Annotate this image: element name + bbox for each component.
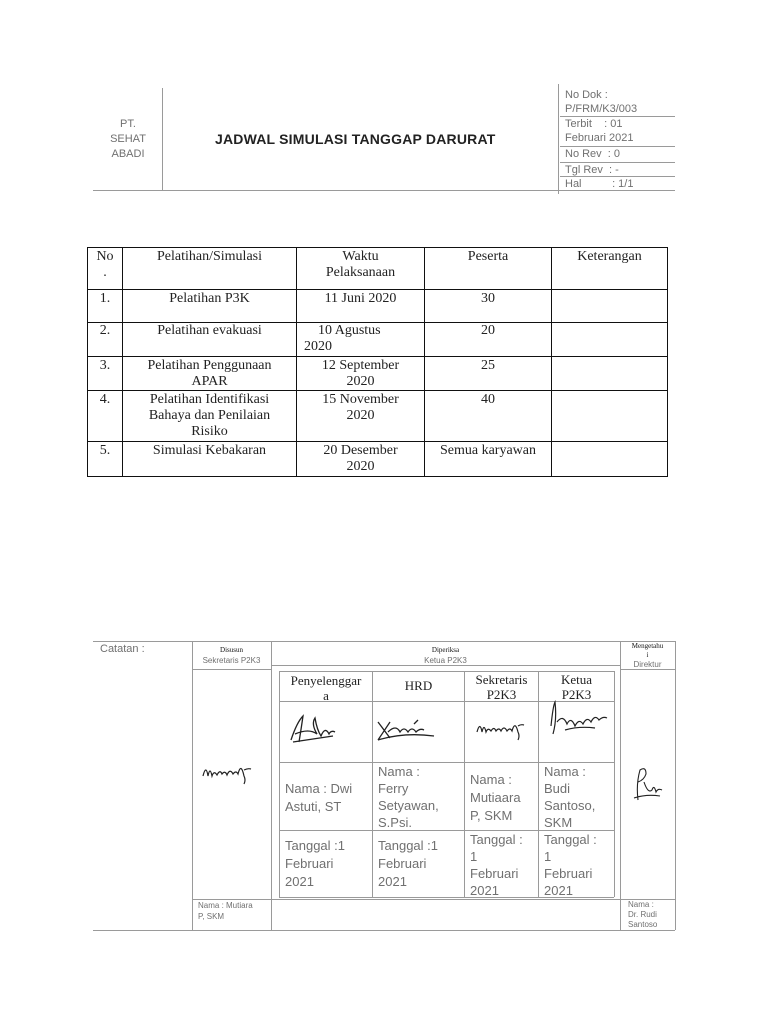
- cell-waktu: [297, 323, 424, 355]
- name-line: Nama :: [544, 764, 586, 779]
- terbit-value: Februari 2021: [565, 132, 634, 144]
- header-waktu: [297, 249, 424, 281]
- header-line: Ketua: [560, 672, 593, 687]
- mengetahui-name: [628, 900, 657, 930]
- name-sekretaris: [470, 771, 521, 825]
- name-line: P, SKM: [470, 808, 513, 823]
- cell-waktu-line: 2020: [346, 459, 375, 474]
- date-line: Tanggal :: [470, 832, 523, 847]
- table-rule: [87, 390, 668, 391]
- date-line: 2021: [470, 883, 499, 898]
- cell-pelatihan-line: APAR: [191, 374, 228, 389]
- approval-rule: [93, 641, 675, 642]
- cell-waktu-line: 20 Desember: [323, 443, 398, 458]
- col-header-penyelenggara: [280, 673, 372, 703]
- name-line: S.Psi.: [378, 815, 412, 830]
- approval-rule: [192, 899, 675, 900]
- approval-rule: [271, 641, 272, 930]
- cell-peserta: 30: [481, 291, 495, 306]
- header-line: Sekretaris: [475, 672, 528, 687]
- date-line: Februari: [378, 856, 427, 871]
- header-line: a: [323, 688, 329, 703]
- date-line: 1: [544, 849, 552, 864]
- cell-pelatihan: [123, 392, 296, 440]
- cell-no: 3.: [99, 358, 111, 373]
- disusun-role: Sekretaris P2K3: [202, 656, 261, 665]
- name-ketua: [544, 763, 595, 831]
- signature-direktur: [630, 764, 664, 804]
- cell-waktu: [297, 392, 424, 424]
- disusun-name: [198, 900, 253, 922]
- cell-pelatihan-line: Bahaya dan Penilaian: [148, 408, 271, 423]
- approval-rule: [620, 641, 621, 930]
- cell-waktu-line: 2020: [346, 374, 375, 389]
- cell-no: 1.: [99, 291, 111, 306]
- cell-waktu-line: 10 Agustus: [318, 323, 381, 338]
- subtable-rule: [538, 671, 539, 897]
- mengetahui-role: Direktur: [633, 660, 662, 669]
- cell-pelatihan: [123, 358, 296, 390]
- company-line: SEHAT: [110, 133, 146, 145]
- table-rule: [87, 247, 668, 248]
- name-penyelenggara: [285, 780, 352, 816]
- cell-pelatihan-line: Pelatihan Identifikasi: [149, 392, 270, 407]
- table-rule: [87, 441, 668, 442]
- signature-disusun: [200, 758, 254, 786]
- subtable-rule: [279, 671, 280, 897]
- header-peserta: Peserta: [467, 249, 509, 264]
- date-line: 2021: [285, 874, 314, 889]
- col-header-hrd: HRD: [404, 678, 433, 693]
- table-rule: [87, 476, 668, 477]
- date-line: 1: [470, 849, 478, 864]
- cell-pelatihan: Pelatihan evakuasi: [157, 323, 262, 338]
- company-name: [100, 117, 156, 162]
- col-header-sekretaris: [465, 672, 538, 702]
- table-rule: [87, 289, 668, 290]
- signature-sekretaris: [475, 716, 525, 742]
- header-text: Pelaksanaan: [325, 265, 396, 280]
- cell-pelatihan-line: Risiko: [191, 424, 228, 439]
- terbit-label: Terbit : 01: [565, 118, 623, 130]
- diperiksa-role: Ketua P2K3: [424, 656, 467, 665]
- table-rule: [667, 247, 668, 477]
- date-sekretaris: [470, 831, 523, 899]
- date-line: Tanggal :1: [285, 838, 345, 853]
- label-line: Mengetahu: [631, 642, 664, 650]
- name-line: Mutiaara: [470, 790, 521, 805]
- header-line: Penyelenggar: [290, 673, 362, 688]
- no-dok-label: No Dok :: [565, 89, 608, 101]
- signature-hrd: [374, 714, 438, 744]
- cell-waktu: 11 Juni 2020: [324, 291, 397, 306]
- cell-no: 2.: [99, 323, 111, 338]
- cell-waktu: [297, 443, 424, 475]
- cell-pelatihan-line: Pelatihan Penggunaan: [147, 358, 272, 373]
- subtable-rule: [464, 671, 465, 897]
- signature-ketua: [545, 700, 609, 740]
- document-title: JADWAL SIMULASI TANGGAP DARURAT: [215, 131, 496, 147]
- header-no: [88, 249, 122, 281]
- approval-rule: [620, 669, 675, 670]
- date-line: Tanggal :1: [378, 838, 438, 853]
- date-line: Februari: [544, 866, 593, 881]
- name-line: Nama : Dwi: [285, 781, 353, 796]
- name-line: Santoso,: [544, 798, 596, 813]
- date-ketua: [544, 831, 597, 899]
- cell-no: 5.: [99, 443, 111, 458]
- header-divider-right: [558, 84, 559, 194]
- cell-peserta: 20: [481, 323, 495, 338]
- cell-waktu: [297, 358, 424, 390]
- tgl-rev: Tgl Rev : -: [565, 164, 619, 176]
- header-text: .: [103, 265, 107, 280]
- no-dok-value: P/FRM/K3/003: [565, 103, 638, 115]
- no-rev: No Rev : 0: [565, 148, 621, 160]
- cell-waktu-line: 15 November: [322, 392, 399, 407]
- subtable-rule: [372, 671, 373, 897]
- table-rule: [551, 247, 552, 477]
- name-line: Nama :: [378, 764, 420, 779]
- date-line: Februari: [285, 856, 334, 871]
- diperiksa-label: Diperiksa: [431, 646, 460, 654]
- table-rule: [87, 356, 668, 357]
- cell-waktu-line: 2020: [304, 339, 332, 354]
- label-line: i: [646, 651, 649, 659]
- hal: Hal : 1/1: [565, 178, 634, 190]
- header-keterangan: Keterangan: [577, 249, 642, 264]
- cell-peserta: 25: [481, 358, 495, 373]
- subtable-rule: [614, 671, 615, 897]
- cell-pelatihan: Simulasi Kebakaran: [152, 443, 267, 458]
- name-line: Dr. Rudi: [628, 910, 657, 919]
- cell-waktu-line: 12 September: [321, 358, 400, 373]
- name-line: SKM: [544, 815, 573, 830]
- name-line: Nama :: [470, 772, 512, 787]
- date-line: Tanggal :: [544, 832, 597, 847]
- signature-penyelenggara: [287, 712, 337, 746]
- disusun-label: Disusun: [220, 646, 243, 654]
- col-header-ketua: [539, 672, 614, 702]
- cell-peserta: Semua karyawan: [439, 443, 537, 458]
- name-hrd: [378, 763, 439, 831]
- name-line: Astuti, ST: [285, 799, 342, 814]
- cell-peserta: 40: [481, 392, 495, 407]
- header-line: P2K3: [486, 687, 517, 702]
- approval-rule: [271, 665, 620, 666]
- name-line: Nama : Mutiara: [198, 901, 253, 910]
- name-line: Nama :: [628, 900, 654, 909]
- approval-rule: [93, 930, 675, 931]
- cell-pelatihan: Pelatihan P3K: [169, 291, 250, 306]
- header-text: Waktu: [342, 249, 379, 264]
- date-line: 2021: [544, 883, 573, 898]
- date-penyelenggara: [285, 837, 345, 891]
- name-line: Budi: [544, 781, 571, 796]
- name-line: P, SKM: [198, 912, 225, 921]
- cell-waktu-line: 2020: [346, 408, 375, 423]
- header-line: P2K3: [561, 687, 592, 702]
- approval-rule: [675, 641, 676, 930]
- company-line: PT.: [120, 118, 136, 130]
- header-text: No: [96, 249, 114, 264]
- cell-no: 4.: [99, 392, 111, 407]
- name-line: Setyawan,: [378, 798, 439, 813]
- date-line: Februari: [470, 866, 519, 881]
- approval-rule: [192, 641, 193, 930]
- date-hrd: [378, 837, 438, 891]
- name-line: Santoso: [628, 920, 658, 929]
- date-line: 2021: [378, 874, 407, 889]
- catatan-label: Catatan :: [100, 643, 145, 655]
- company-line: ABADI: [111, 148, 145, 160]
- approval-rule: [192, 669, 271, 670]
- header-divider-left: [162, 88, 163, 190]
- name-line: Ferry: [378, 781, 409, 796]
- mengetahui-label: [620, 642, 675, 660]
- header-pelatihan: Pelatihan/Simulasi: [157, 249, 262, 264]
